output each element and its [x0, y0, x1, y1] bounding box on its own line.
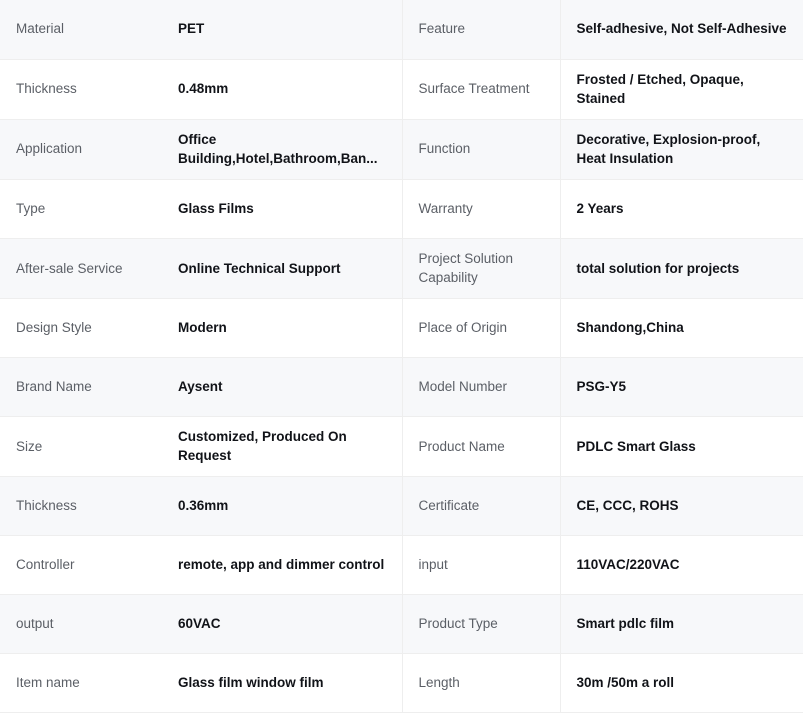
spec-label: Model Number — [402, 357, 560, 416]
spec-value: Glass film window film — [162, 654, 402, 713]
table-row — [0, 119, 803, 179]
spec-value: 0.36mm — [162, 477, 402, 536]
spec-value: remote, app and dimmer control — [162, 536, 402, 595]
spec-label: Surface Treatment — [402, 59, 560, 119]
table-row — [0, 59, 803, 119]
spec-label: Controller — [0, 536, 162, 595]
spec-value: Office Building,Hotel,Bathroom,Ban... — [162, 119, 402, 179]
spec-value: Smart pdlc film — [560, 595, 803, 654]
spec-label: Type — [0, 179, 162, 238]
spec-label: Application — [0, 119, 162, 179]
spec-label: Thickness — [0, 477, 162, 536]
spec-label: Design Style — [0, 298, 162, 357]
spec-label: Size — [0, 416, 162, 476]
spec-value: total solution for projects — [560, 238, 803, 298]
spec-value: 30m /50m a roll — [560, 654, 803, 713]
spec-label: output — [0, 595, 162, 654]
spec-label: Thickness — [0, 59, 162, 119]
spec-label: Product Name — [402, 416, 560, 476]
spec-value: Frosted / Etched, Opaque, Stained — [560, 59, 803, 119]
spec-value: Shandong,China — [560, 298, 803, 357]
table-row — [0, 357, 803, 416]
spec-label: input — [402, 536, 560, 595]
spec-label: Material — [0, 0, 162, 59]
table-row — [0, 179, 803, 238]
spec-label: Brand Name — [0, 357, 162, 416]
table-row — [0, 238, 803, 298]
spec-value: Self-adhesive, Not Self-Adhesive — [560, 0, 803, 59]
spec-value: Decorative, Explosion-proof, Heat Insulation — [560, 119, 803, 179]
table-row — [0, 654, 803, 713]
spec-label: Length — [402, 654, 560, 713]
spec-value: PSG-Y5 — [560, 357, 803, 416]
spec-value: PET — [162, 0, 402, 59]
spec-value: CE, CCC, ROHS — [560, 477, 803, 536]
spec-label: Place of Origin — [402, 298, 560, 357]
spec-value: Modern — [162, 298, 402, 357]
table-row — [0, 477, 803, 536]
table-row — [0, 0, 803, 59]
table-row — [0, 595, 803, 654]
spec-value: 0.48mm — [162, 59, 402, 119]
spec-value: Glass Films — [162, 179, 402, 238]
spec-value: 60VAC — [162, 595, 402, 654]
table-row — [0, 536, 803, 595]
spec-value: Online Technical Support — [162, 238, 402, 298]
spec-label: Item name — [0, 654, 162, 713]
spec-label: Certificate — [402, 477, 560, 536]
spec-value: Aysent — [162, 357, 402, 416]
spec-label: Project Solution Capability — [402, 238, 560, 298]
spec-value: 2 Years — [560, 179, 803, 238]
spec-label: Function — [402, 119, 560, 179]
spec-value: 110VAC/220VAC — [560, 536, 803, 595]
spec-label: After-sale Service — [0, 238, 162, 298]
spec-label: Feature — [402, 0, 560, 59]
table-row — [0, 416, 803, 476]
spec-value: Customized, Produced On Request — [162, 416, 402, 476]
table-row — [0, 298, 803, 357]
spec-label: Warranty — [402, 179, 560, 238]
spec-value: PDLC Smart Glass — [560, 416, 803, 476]
spec-label: Product Type — [402, 595, 560, 654]
